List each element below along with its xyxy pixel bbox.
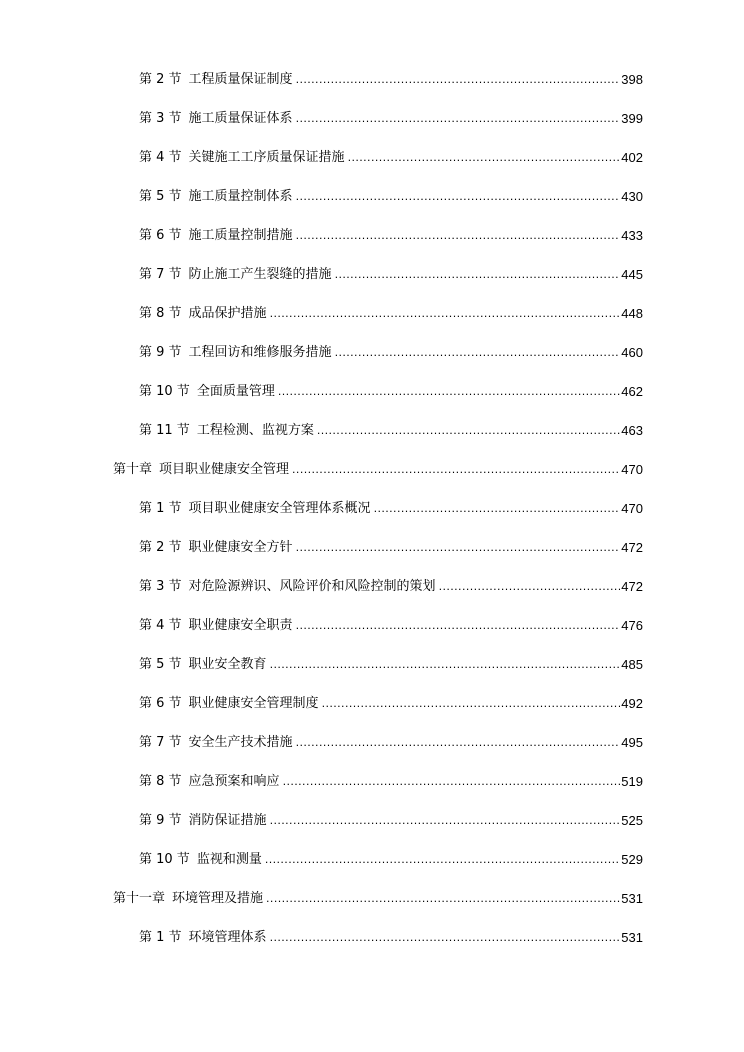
toc-entry-number: 第 5 节 xyxy=(139,189,182,204)
toc-entry-page: 485 xyxy=(621,657,643,672)
dot-leader xyxy=(296,618,621,634)
dot-leader xyxy=(374,501,621,517)
toc-entry-title: 消防保证措施 xyxy=(188,813,267,828)
toc-entry-title: 施工质量控制措施 xyxy=(188,228,293,243)
dot-leader xyxy=(296,228,621,244)
toc-entry-number: 第 9 节 xyxy=(139,813,182,828)
toc-entry-number: 第 2 节 xyxy=(139,72,182,87)
dot-leader xyxy=(270,930,621,946)
toc-entry[interactable] xyxy=(139,185,643,205)
toc-entry[interactable] xyxy=(139,263,643,283)
toc-entry-page: 529 xyxy=(621,852,643,867)
toc-entry-title: 职业健康安全方针 xyxy=(188,540,293,555)
toc-entry-page: 445 xyxy=(621,267,643,282)
toc-entry-title: 环境管理体系 xyxy=(188,930,267,945)
toc-entry-page: 495 xyxy=(621,735,643,750)
toc-entry-number: 第 8 节 xyxy=(139,306,182,321)
toc-entry-title: 安全生产技术措施 xyxy=(188,735,293,750)
toc-entry-page: 472 xyxy=(621,579,643,594)
toc-entry-title: 职业健康安全管理制度 xyxy=(188,696,319,711)
toc-entry-number: 第 1 节 xyxy=(139,930,182,945)
toc-entry-page: 472 xyxy=(621,540,643,555)
toc-entry-page: 398 xyxy=(621,72,643,87)
toc-entry-page: 433 xyxy=(621,228,643,243)
dot-leader xyxy=(335,267,621,283)
toc-entry-number: 第 11 节 xyxy=(139,423,190,438)
dot-leader xyxy=(348,150,621,166)
dot-leader xyxy=(317,423,620,439)
toc-entry-page: 531 xyxy=(621,930,643,945)
toc-entry[interactable] xyxy=(139,302,643,322)
toc-entry-number: 第 6 节 xyxy=(139,696,182,711)
toc-entry-title: 施工质量控制体系 xyxy=(188,189,293,204)
toc-entry-number: 第 9 节 xyxy=(139,345,182,360)
toc-entry[interactable] xyxy=(139,380,643,400)
toc-entry-number: 第 5 节 xyxy=(139,657,182,672)
toc-entry-title: 职业安全教育 xyxy=(188,657,267,672)
toc-entry-number: 第 8 节 xyxy=(139,774,182,789)
toc-entry-page: 519 xyxy=(621,774,643,789)
toc-entry[interactable] xyxy=(139,731,643,751)
toc-entry[interactable] xyxy=(139,419,643,439)
toc-entry[interactable] xyxy=(139,926,643,946)
toc-entry-number: 第 7 节 xyxy=(139,267,182,282)
toc-entry[interactable] xyxy=(139,575,643,595)
dot-leader xyxy=(296,111,621,127)
toc-entry-title: 工程检测、监视方案 xyxy=(196,423,314,438)
toc-entry-page: 430 xyxy=(621,189,643,204)
toc-entry[interactable] xyxy=(139,692,643,712)
toc-entry-title: 职业健康安全职责 xyxy=(188,618,293,633)
toc-entry-number: 第 10 节 xyxy=(139,384,190,399)
toc-entry[interactable] xyxy=(139,341,643,361)
toc-entry[interactable] xyxy=(139,809,643,829)
toc-entry-number: 第 4 节 xyxy=(139,618,182,633)
toc-entry-page: 402 xyxy=(621,150,643,165)
toc-entry-title: 对危险源辨识、风险评价和风险控制的策划 xyxy=(188,579,436,594)
toc-entry-page: 470 xyxy=(621,462,643,477)
toc-entry-number: 第 1 节 xyxy=(139,501,182,516)
dot-leader xyxy=(270,306,621,322)
toc-entry[interactable] xyxy=(139,68,643,88)
toc-entry-title: 工程回访和维修服务措施 xyxy=(188,345,332,360)
dot-leader xyxy=(335,345,621,361)
toc-entry-number: 第 7 节 xyxy=(139,735,182,750)
toc-entry-title: 施工质量保证体系 xyxy=(188,111,293,126)
toc-chapter-entry[interactable] xyxy=(113,458,643,478)
toc-entry[interactable] xyxy=(139,536,643,556)
toc-entry-page: 399 xyxy=(621,111,643,126)
dot-leader xyxy=(296,72,621,88)
toc-entry[interactable] xyxy=(139,848,643,868)
toc-entry-number: 第 10 节 xyxy=(139,852,190,867)
toc-entry[interactable] xyxy=(139,497,643,517)
toc-entry-title: 工程质量保证制度 xyxy=(188,72,293,87)
dot-leader xyxy=(270,813,621,829)
toc-entry-title: 项目职业健康安全管理体系概况 xyxy=(188,501,371,516)
toc-entry-page: 470 xyxy=(621,501,643,516)
toc-entry-title: 监视和测量 xyxy=(196,852,262,867)
toc-entry-page: 463 xyxy=(621,423,643,438)
toc-entry-number: 第 2 节 xyxy=(139,540,182,555)
toc-entry-title: 成品保护措施 xyxy=(188,306,267,321)
toc-entry-page: 460 xyxy=(621,345,643,360)
toc-entry-title: 环境管理及措施 xyxy=(172,891,264,906)
dot-leader xyxy=(270,657,621,673)
dot-leader xyxy=(283,774,621,790)
dot-leader xyxy=(292,462,620,478)
dot-leader xyxy=(266,891,620,907)
dot-leader xyxy=(296,735,621,751)
toc-entry-number: 第 3 节 xyxy=(139,111,182,126)
dot-leader xyxy=(439,579,621,595)
toc-entry-page: 448 xyxy=(621,306,643,321)
dot-leader xyxy=(296,189,621,205)
toc-entry[interactable] xyxy=(139,224,643,244)
toc-entry-title: 项目职业健康安全管理 xyxy=(159,462,290,477)
toc-entry[interactable] xyxy=(139,107,643,127)
toc-entry-page: 492 xyxy=(621,696,643,711)
toc-entry-page: 531 xyxy=(621,891,643,906)
toc-entry[interactable] xyxy=(139,770,643,790)
toc-entry-page: 462 xyxy=(621,384,643,399)
toc-entry-page: 476 xyxy=(621,618,643,633)
toc-entry-number: 第 4 节 xyxy=(139,150,182,165)
toc-entry[interactable] xyxy=(139,614,643,634)
toc-entry-title: 全面质量管理 xyxy=(196,384,275,399)
toc-entry[interactable] xyxy=(139,146,643,166)
toc-entry-page: 525 xyxy=(621,813,643,828)
dot-leader xyxy=(296,540,621,556)
toc-entry-number: 第 3 节 xyxy=(139,579,182,594)
toc-entry-title: 防止施工产生裂缝的措施 xyxy=(188,267,332,282)
dot-leader xyxy=(265,852,620,868)
toc-entry-number: 第十章 xyxy=(113,462,153,477)
toc-entry-number: 第十一章 xyxy=(113,891,166,906)
toc-chapter-entry[interactable] xyxy=(113,887,643,907)
toc-entry[interactable] xyxy=(139,653,643,673)
toc-entry-title: 应急预案和响应 xyxy=(188,774,280,789)
dot-leader xyxy=(278,384,620,400)
toc-entry-number: 第 6 节 xyxy=(139,228,182,243)
toc-entry-title: 关键施工工序质量保证措施 xyxy=(188,150,345,165)
dot-leader xyxy=(322,696,621,712)
